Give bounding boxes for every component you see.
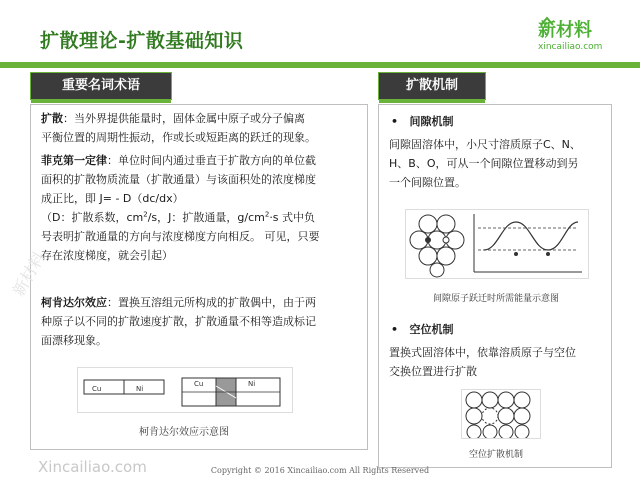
vacancy-figure [461,389,541,439]
vacancy-text: 置换式固溶体中，依靠溶质原子与空位 交换位置进行扩散 [389,346,576,378]
vacancy-caption: 空位扩散机制 [468,450,523,460]
fig-cu-label-b: Cu [194,380,204,388]
logo-text: 新材料 [538,20,592,41]
term-kirkendall: 柯肯达尔效应：置换互溶组元所构成的扩散偶中，由于两 种原子以不同的扩散速度扩散，扩散通量不相等造成标记 面漂移现象。 [41,296,316,347]
side-watermark: 新材料 [8,248,50,300]
bullet-vacancy: • 空位机制 [391,323,454,336]
fig-ni-label-b: Ni [248,380,256,388]
vacancy-diagram [462,390,540,438]
interstitial-figure [405,209,589,279]
interstitial-energy-diagram [406,210,588,278]
kirkendall-caption: 柯肯达尔效应示意图 [139,427,229,438]
logo [538,14,624,58]
right-section-header: 扩散机制 [378,72,486,100]
interstitial-caption: 间隙原子跃迁时所需能量示意图 [432,294,559,304]
house-roof-icon [540,16,554,26]
fig-cu-label-a: Cu [92,385,102,393]
copyright-footer: Copyright © 2016 Xincailiao.com All Rights Reserved [210,466,430,475]
bottom-watermark: Xincailiao.com [38,458,147,476]
page-title: 扩散理论-扩散基础知识 [40,30,244,52]
title-rule [0,62,640,68]
logo-url: xincailiao.com [538,42,603,52]
fig-ni-label-a: Ni [136,385,144,393]
bullet-interstitial: • 间隙机制 [391,115,454,128]
term-diffusion: 扩散：当外界提供能量时，固体金属中原子或分子偏离 平衡位置的周期性振动，作或长或短距离的跃迁的现象。 [41,112,316,144]
term-fick-law: 菲克第一定律：单位时间内通过垂直于扩散方向的单位截 面积的扩散物质流量（扩散通量）与该面积处的浓度梯度 成正比，即 J= - D（dc/dx） （D：扩散系数，$cm^2/s$，J：扩散通量，$g/cm^2\cdot s$ 式中负 号表明扩散通量的方向与浓度梯度方向相反。 可见，只要 存在浓度梯度，就会引起） [41,154,320,262]
kirkendall-figure [77,367,293,413]
kirkendall-diagram [78,368,292,412]
interstitial-text: 间隙固溶体中，小尺寸溶质原子C、N、 H、B、O，可从一个间隙位置移动到另 一个间隙位置。 [389,138,581,189]
left-section-header: 重要名词术语 [30,72,172,100]
terms-panel [30,104,368,450]
mechanism-panel [378,104,612,468]
